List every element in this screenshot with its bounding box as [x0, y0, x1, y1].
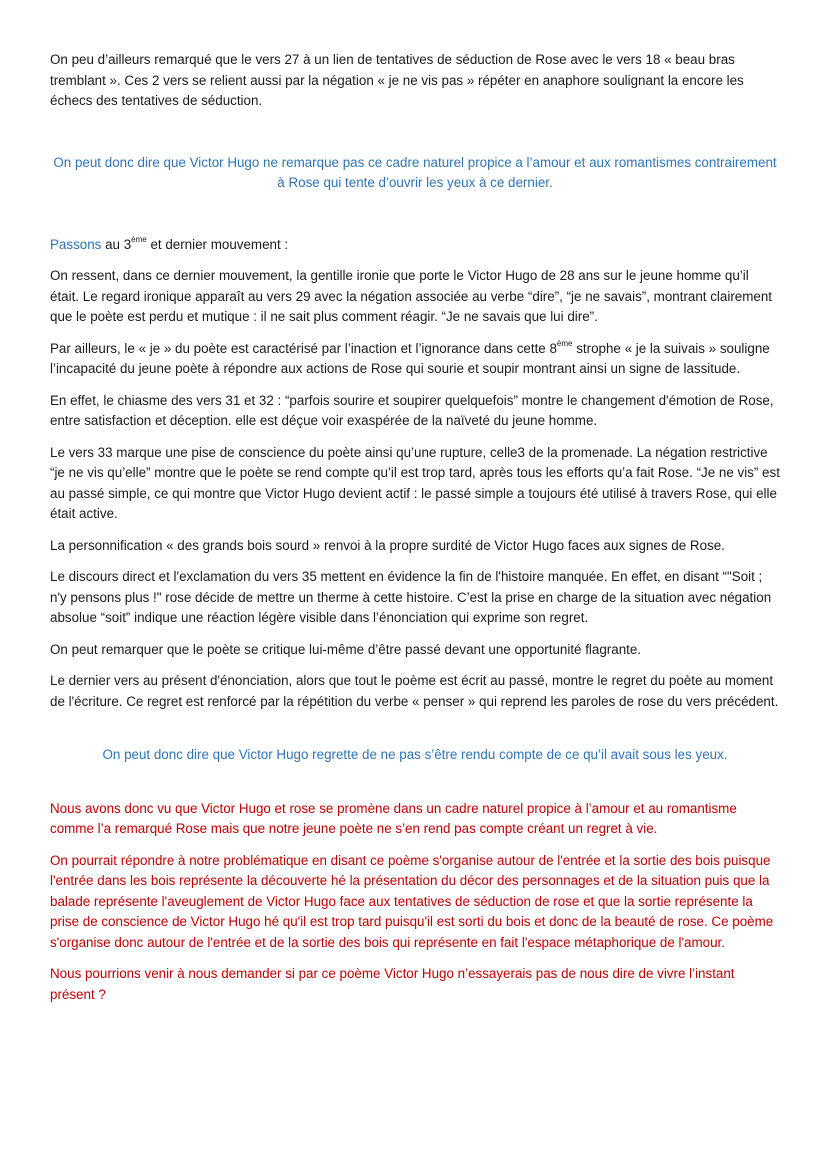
paragraph-inaction-post: strophe « je la suivais » souligne l’incapacité du jeune poète à répondre aux actions de Rose qui sourie et soupir montrant ainsi un signe de lassitude. [50, 340, 770, 376]
partial-conclusion-2: On peut donc dire que Victor Hugo regrette de ne pas s’être rendu compte de ce qu’il avait sous les yeux. [102, 747, 728, 762]
final-conclusion-summary: Nous avons donc vu que Victor Hugo et rose se promène dans un cadre naturel propice à l’amour et au romantisme comme l’a remarqué Rose mais que notre jeune poète ne s’en rend pas compte créant un regret à vie. [50, 800, 737, 836]
movement-heading [50, 235, 780, 256]
paragraph-verse-27: On peu d’ailleurs remarqué que le vers 27 à un lien de tentatives de séduction de Rose avec le vers 18 « beau bras tremblant ». Ces 2 vers se relient aussi par la négation « je ne vis pas » répéter en anaphore soulignant la encore les échecs des tentatives de séduction. [50, 52, 744, 108]
paragraph-inaction-sup: ème [556, 339, 573, 349]
paragraph-direct-speech: Le discours direct et l'exclamation du vers 35 mettent en évidence la fin de l'histoire manquée. En effet, en disant “"Soit ; n'y pensons plus !" rose décide de mettre un therme à cette histoire. C’est la prise en charge de la situation avec négation absolue “soit” indique une réaction légère visible dans l’énonciation qui exprime son regret. [50, 569, 772, 625]
partial-conclusion-1: On peut donc dire que Victor Hugo ne remarque pas ce cadre naturel propice a l’amour et aux romantismes contrairement à Rose qui tente d’ouvrir les yeux à ce dernier. [53, 154, 777, 190]
paragraph-inaction-pre: Par ailleurs, le « je » du poète est caractérisé par l’inaction et l’ignorance dans cette 8 [50, 340, 557, 356]
paragraph-inaction [50, 339, 780, 380]
final-conclusion-opening: Nous pourrions venir à nous demander si par ce poème Victor Hugo n’essayerais pas de nous dire de vivre l’instant présent ? [50, 966, 735, 1002]
paragraph-irony: On ressent, dans ce dernier mouvement, la gentille ironie que porte le Victor Hugo de 28 ans sur le jeune homme qu’il était. Le regard ironique apparaît au vers 29 avec la négation associée au verbe “dire”, “je ne savais”, montrant clairement que le poète est perdu et mutique : il ne sait plus comment réagir. “Je ne savais que lui dire”. [50, 268, 773, 324]
paragraph-chiasmus: En effet, le chiasme des vers 31 et 32 : “parfois sourire et soupirer quelquefois” montre le changement d'émotion de Rose, entre satisfaction et déception. elle est déçue voir exaspérée de la naïveté du jeune homme. [50, 392, 774, 428]
document-page [50, 50, 780, 1016]
paragraph-personification: La personnification « des grands bois sourd » renvoi à la propre surdité de Victor Hugo faces aux signes de Rose. [50, 537, 725, 553]
final-conclusion-answer: On pourrait répondre à notre problématique en disant ce poème s'organise autour de l'entrée et la sortie des bois puisque l'entrée dans les bois représente la découverte hé la présentation du décor des personnages et de la situation puis que la balade représente l'aveuglement de Victor Hugo face aux tentatives de séduction de rose et que la sortie représente la prise de conscience de Victor Hugo hé qu'il est trop tard puisqu'il est sorti du bois et donc de la beauté de rose. Ce poème s'organise donc autour de l'entrée et de la sortie des bois qui représente en fait l'espace métaphorique de l'amour. [50, 852, 774, 950]
paragraph-verse-33: Le vers 33 marque une pise de conscience du poète ainsi qu’une rupture, celle3 de la promenade. La négation restrictive “je ne vis qu’elle” montre que le poète se rend compte qu’il est trop tard, après tous les efforts qu’a fait Rose. “Je ne vis” est au passé simple, ce qui montre que Victor Hugo devient actif : le passé simple a toujours été utilisé à travers Rose, qui elle était active. [50, 444, 780, 521]
movement-heading-pre: au 3 [101, 236, 132, 252]
paragraph-self-critique: On peut remarquer que le poète se critique lui-même d’être passé devant une opportunité flagrante. [50, 641, 642, 657]
movement-heading-sup: ème [131, 235, 147, 245]
spacer [50, 205, 780, 235]
spacer [50, 723, 780, 745]
paragraph-last-verse: Le dernier vers au présent d'énonciation, alors que tout le poème est écrit au passé, montre le regret du poète au moment de l'écriture. Ce regret est renforcé par la répétition du verbe « penser » qui reprend les paroles de rose du vers précédent. [50, 673, 779, 709]
spacer [50, 777, 780, 799]
movement-heading-post: et dernier mouvement : [146, 236, 289, 252]
movement-heading-keyword: Passons [50, 236, 102, 252]
spacer [50, 123, 780, 153]
